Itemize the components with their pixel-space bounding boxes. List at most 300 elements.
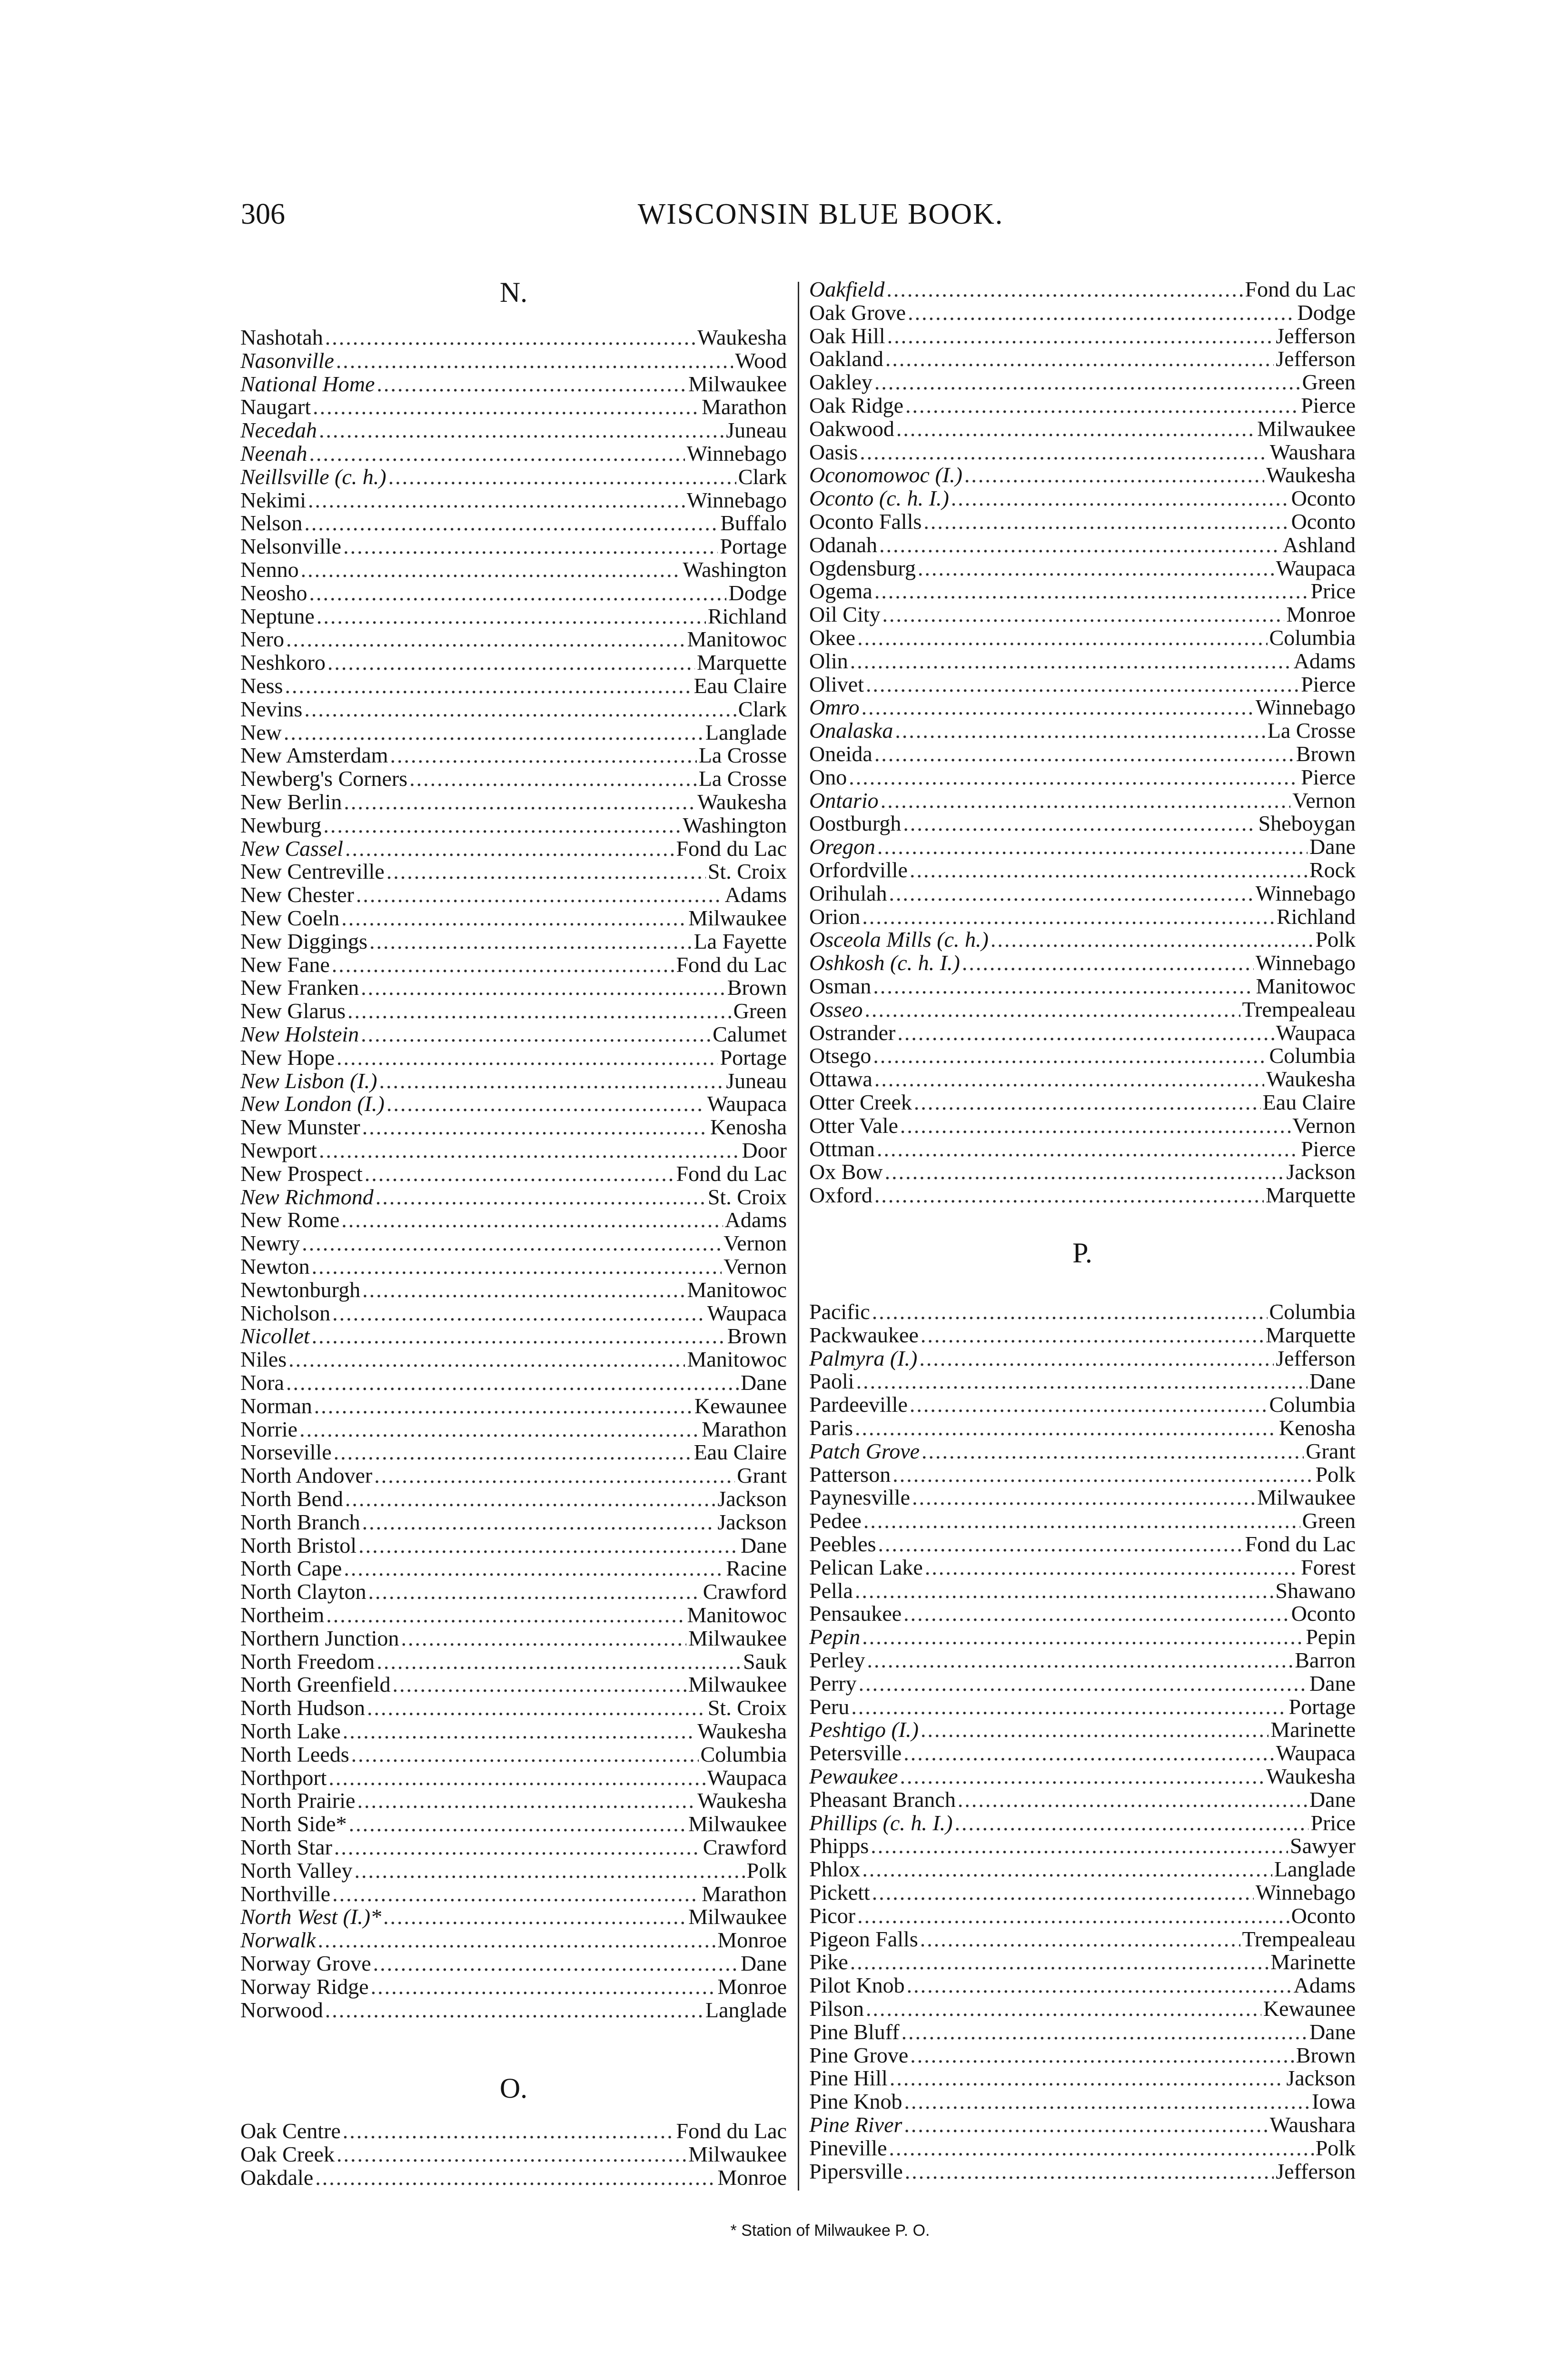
place-name: Ottawa (809, 1067, 872, 1091)
dot-leader (892, 1463, 1313, 1487)
dot-leader (343, 1720, 695, 1743)
section-heading: N. (499, 277, 528, 308)
footnote: * Station of Milwaukee P. O. (730, 2221, 930, 2240)
gazetteer-entry (240, 1696, 787, 1720)
county-name: Waukesha (1266, 1764, 1356, 1788)
gazetteer-entry (240, 1279, 787, 1302)
gazetteer-entry (809, 557, 1356, 580)
gazetteer-entry (809, 1928, 1356, 1951)
gazetteer-entry (240, 1441, 787, 1464)
gazetteer-entry (240, 1395, 787, 1418)
place-name: Patterson (809, 1462, 891, 1487)
dot-leader (304, 698, 736, 721)
place-name: Pine Grove (809, 2043, 909, 2067)
county-name: Waukesha (697, 325, 787, 349)
gazetteer-entry (809, 1951, 1356, 1974)
place-name: Northville (240, 1881, 331, 1906)
dot-leader (337, 2143, 686, 2166)
county-name: Fond du Lac (676, 1161, 787, 1186)
county-name: Adams (1293, 1973, 1356, 1998)
dot-leader (866, 1997, 1261, 2021)
county-name: Green (1302, 370, 1356, 395)
place-name: North Valley (240, 1858, 353, 1883)
county-name: Milwaukee (1257, 1485, 1356, 1510)
county-name: Trempealeau (1242, 1926, 1356, 1951)
dot-leader (902, 2021, 1308, 2044)
gazetteer-entry (809, 510, 1356, 534)
dot-leader (309, 442, 685, 466)
gazetteer-entry (240, 349, 787, 373)
dot-leader (964, 464, 1264, 487)
county-name: Manitowoc (687, 627, 787, 652)
gazetteer-entry (809, 580, 1356, 603)
county-name: Racine (726, 1556, 787, 1581)
gazetteer-entry (240, 466, 787, 489)
county-name: Dane (740, 1951, 787, 1975)
county-name: Waupaca (707, 1765, 787, 1790)
county-name: Jefferson (1276, 347, 1356, 371)
gazetteer-entry (809, 719, 1356, 743)
dot-leader (882, 603, 1285, 626)
place-name: Pine Hill (809, 2066, 888, 2091)
dot-leader (377, 373, 686, 396)
place-name: Neillsville (c. h.) (240, 464, 386, 489)
dot-leader (371, 1975, 716, 1999)
gazetteer-entry (240, 1139, 787, 1162)
county-name: Dane (1309, 2019, 1356, 2044)
place-name: Oak Centre (240, 2119, 341, 2143)
place-name: North Andover (240, 1463, 373, 1488)
dot-leader (325, 1999, 704, 2022)
gazetteer-entry (809, 1160, 1356, 1184)
county-name: Pierce (1301, 764, 1356, 789)
dot-leader (851, 1696, 1287, 1719)
gazetteer-entry (809, 371, 1356, 394)
dot-leader (921, 1324, 1264, 1347)
gazetteer-entry (809, 1440, 1356, 1463)
gazetteer-entry (240, 1999, 787, 2022)
dot-leader (887, 325, 1274, 348)
place-name: Newburg (240, 813, 322, 837)
dot-leader (341, 907, 686, 930)
county-name: Adams (1293, 648, 1356, 673)
place-name: Niles (240, 1347, 287, 1372)
place-name: Newton (240, 1254, 310, 1279)
place-name: Perry (809, 1671, 857, 1696)
dot-leader (862, 1626, 1304, 1649)
place-name: North Branch (240, 1509, 360, 1534)
place-name: Oakdale (240, 2165, 314, 2190)
place-name: Pilot Knob (809, 1973, 905, 1998)
county-name: Polk (746, 1858, 787, 1883)
county-name: Waupaca (1276, 1741, 1356, 1765)
gazetteer-entry (240, 1557, 787, 1580)
gazetteer-entry (240, 605, 787, 628)
dot-leader (367, 1696, 706, 1720)
county-name: Green (1302, 1508, 1356, 1533)
page-number: 306 (241, 198, 285, 230)
place-name: Odanah (809, 532, 878, 557)
county-name: Pierce (1301, 672, 1356, 696)
place-name: Oshkosh (c. h. I.) (809, 951, 960, 975)
county-name: Jackson (717, 1487, 787, 1511)
dot-leader (336, 349, 733, 373)
dot-leader (859, 1672, 1308, 1696)
dot-leader (877, 835, 1308, 859)
gazetteer-entry (809, 1904, 1356, 1928)
gazetteer-entry (809, 1997, 1356, 2021)
gazetteer-entry (240, 1789, 787, 1813)
gazetteer-entry (240, 930, 787, 953)
gazetteer-entry (240, 1302, 787, 1325)
place-name: New Chester (240, 883, 354, 907)
dot-leader (301, 558, 681, 582)
dot-leader (918, 557, 1274, 580)
gazetteer-entry (240, 1766, 787, 1790)
county-name: Sheboygan (1258, 811, 1356, 836)
dot-leader (874, 371, 1300, 394)
county-name: Waukesha (697, 790, 787, 814)
dot-leader (873, 975, 1254, 998)
gazetteer-entry (240, 628, 787, 651)
county-name: Fond du Lac (1245, 277, 1356, 301)
gazetteer-entry (240, 2166, 787, 2190)
dot-leader (332, 1302, 705, 1325)
dot-leader (309, 582, 727, 605)
dot-leader (872, 1300, 1268, 1324)
dot-leader (393, 1673, 687, 1696)
dot-leader (317, 1929, 715, 1952)
gazetteer-entry (809, 743, 1356, 766)
place-name: Omro (809, 695, 860, 720)
dot-leader (286, 628, 685, 651)
dot-leader (308, 489, 685, 512)
gazetteer-entry (240, 1488, 787, 1511)
gazetteer-entry (809, 2067, 1356, 2090)
gazetteer-entry (240, 1046, 787, 1070)
place-name: Orfordville (809, 858, 908, 882)
place-name: Oakley (809, 370, 872, 395)
county-name: Dane (1309, 834, 1356, 859)
county-name: Washington (683, 557, 787, 582)
gazetteer-entry (240, 582, 787, 605)
dot-leader (325, 326, 695, 349)
place-name: New Lisbon (I.) (240, 1068, 377, 1093)
gazetteer-entry (809, 1556, 1356, 1579)
dot-leader (361, 1023, 711, 1046)
gazetteer-entry (809, 1696, 1356, 1719)
place-name: Okee (809, 625, 856, 650)
dot-leader (867, 1649, 1293, 1672)
county-name: Barron (1295, 1648, 1356, 1672)
dot-leader (900, 1114, 1290, 1138)
dot-leader (369, 930, 692, 953)
county-name: Rock (1309, 858, 1356, 882)
place-name: North Freedom (240, 1649, 375, 1674)
place-name: Ottman (809, 1136, 875, 1161)
gazetteer-entry (240, 953, 787, 977)
gazetteer-entry (809, 1091, 1356, 1114)
gazetteer-entry (809, 1881, 1356, 1904)
dot-leader (920, 1928, 1240, 1951)
county-name: Jefferson (1276, 2159, 1356, 2183)
county-name: Eau Claire (1262, 1090, 1356, 1114)
county-name: Monroe (717, 1928, 787, 1953)
dot-leader (872, 1881, 1254, 1904)
place-name: Paynesville (809, 1485, 911, 1510)
gazetteer-entry (809, 1602, 1356, 1626)
county-name: Dane (740, 1370, 787, 1395)
gazetteer-entry (240, 1836, 787, 1859)
place-name: Newport (240, 1138, 317, 1162)
county-name: Langlade (705, 720, 787, 744)
dot-leader (855, 1417, 1277, 1440)
place-name: North Side* (240, 1812, 347, 1836)
county-name: Waukesha (697, 1719, 787, 1743)
county-name: Milwaukee (688, 1626, 787, 1650)
county-name: Shawano (1275, 1578, 1356, 1603)
county-name: Brown (1296, 742, 1356, 766)
gazetteer-entry (240, 1255, 787, 1279)
gazetteer-entry (240, 674, 787, 698)
place-name: New Richmond (240, 1184, 374, 1209)
gazetteer-entry (809, 1533, 1356, 1556)
dot-leader (886, 278, 1243, 301)
gazetteer-entry (240, 512, 787, 535)
place-name: Northern Junction (240, 1626, 399, 1650)
gazetteer-entry (809, 1486, 1356, 1509)
dot-leader (914, 1091, 1261, 1114)
place-name: Packwaukee (809, 1322, 919, 1347)
dot-leader (907, 1974, 1292, 1997)
dot-leader (921, 1718, 1269, 1742)
dot-leader (362, 1116, 708, 1139)
gazetteer-entry (809, 2137, 1356, 2160)
county-name: Columbia (700, 1742, 787, 1766)
place-name: Pheasant Branch (809, 1787, 956, 1812)
gazetteer-entry (240, 1905, 787, 1929)
place-name: Pine Knob (809, 2089, 902, 2114)
county-name: Door (742, 1138, 787, 1162)
dot-leader (383, 1905, 686, 1929)
dot-leader (373, 1952, 739, 1975)
place-name: North Lake (240, 1719, 341, 1743)
county-name: Dane (740, 1533, 787, 1557)
gazetteer-entry (240, 860, 787, 883)
dot-leader (905, 394, 1299, 417)
county-name: Pierce (1301, 393, 1356, 417)
dot-leader (864, 998, 1240, 1021)
dot-leader (955, 1812, 1309, 1835)
place-name: North Greenfield (240, 1672, 391, 1697)
place-name: Picor (809, 1903, 856, 1928)
dot-leader (951, 487, 1289, 510)
place-name: Perley (809, 1648, 865, 1672)
dot-leader (332, 953, 674, 977)
place-name: Nicollet (240, 1324, 310, 1349)
dot-leader (877, 1138, 1299, 1161)
gazetteer-entry (809, 789, 1356, 813)
dot-leader (337, 1046, 718, 1070)
gazetteer-entry (809, 394, 1356, 417)
county-name: Price (1310, 1810, 1356, 1835)
dot-leader (849, 766, 1299, 789)
place-name: Oakland (809, 347, 883, 371)
gazetteer-entry (240, 1162, 787, 1186)
dot-leader (862, 1858, 1272, 1881)
place-name: Peru (809, 1694, 850, 1719)
place-name: Nenno (240, 557, 299, 582)
place-name: Pelican Lake (809, 1555, 923, 1579)
gazetteer-entry (240, 1070, 787, 1093)
dot-leader (344, 1557, 724, 1580)
gazetteer-entry (809, 812, 1356, 835)
place-name: Otter Vale (809, 1113, 898, 1138)
dot-leader (850, 1951, 1269, 1974)
place-name: Osceola Mills (c. h.) (809, 927, 989, 952)
county-name: Oconto (1291, 509, 1356, 534)
dot-leader (878, 1533, 1243, 1556)
dot-leader (889, 882, 1254, 905)
gazetteer-entry (809, 2090, 1356, 2113)
place-name: Neshkoro (240, 650, 326, 675)
place-name: Pacific (809, 1299, 870, 1324)
county-name: Polk (1315, 1462, 1356, 1487)
county-name: Pierce (1301, 1136, 1356, 1161)
place-name: Norway Grove (240, 1951, 371, 1975)
county-name: Grant (1306, 1438, 1356, 1463)
county-name: Vernon (1292, 1113, 1356, 1138)
gazetteer-entry (240, 1116, 787, 1139)
gazetteer-entry (240, 1325, 787, 1348)
county-name: Vernon (723, 1231, 787, 1256)
gazetteer-entry (809, 1626, 1356, 1649)
county-name: Eau Claire (694, 1440, 787, 1465)
place-name: New Fane (240, 952, 330, 977)
dot-leader (881, 789, 1290, 813)
dot-leader (361, 976, 725, 1000)
gazetteer-entry (809, 766, 1356, 789)
place-name: Oregon (809, 834, 875, 859)
place-name: Pilson (809, 1996, 864, 2021)
county-name: Waushara (1269, 2112, 1356, 2137)
county-name: Juneau (726, 418, 787, 443)
dot-leader (958, 1788, 1308, 1812)
county-name: Winnebago (1255, 1880, 1356, 1904)
gazetteer-entry (240, 883, 787, 907)
place-name: Nelson (240, 511, 303, 536)
county-name: Marathon (702, 395, 787, 419)
place-name: New Coeln (240, 906, 340, 930)
county-name: Adams (724, 883, 787, 907)
gazetteer-entry (809, 859, 1356, 882)
gazetteer-entry (240, 396, 787, 419)
dot-leader (362, 1279, 685, 1302)
county-name: Kewaunee (1263, 1996, 1356, 2021)
dot-leader (343, 535, 718, 558)
gazetteer-entry (240, 698, 787, 721)
gazetteer-entry (809, 1021, 1356, 1045)
county-name: Dodge (728, 580, 787, 605)
dot-leader (351, 1743, 699, 1766)
gazetteer-entry (240, 1371, 787, 1395)
gazetteer-entry (809, 673, 1356, 696)
place-name: Naugart (240, 395, 311, 419)
dot-leader (285, 674, 692, 698)
gazetteer-entry (809, 2113, 1356, 2137)
county-name: Vernon (723, 1254, 787, 1279)
county-name: Columbia (1269, 1043, 1356, 1068)
county-name: Kewaunee (694, 1393, 787, 1418)
place-name: Otter Creek (809, 1090, 912, 1114)
place-name: Ogdensburg (809, 555, 916, 580)
county-name: Waupaca (707, 1091, 787, 1116)
dot-leader (386, 1092, 705, 1116)
dot-leader (349, 1813, 686, 1836)
place-name: Oakwood (809, 416, 894, 441)
county-name: Marathon (702, 1881, 787, 1906)
county-name: Monroe (1286, 602, 1356, 627)
dot-leader (317, 605, 706, 628)
place-name: New London (I.) (240, 1091, 385, 1116)
place-name: Nicholson (240, 1300, 331, 1325)
place-name: Oasis (809, 439, 858, 464)
county-name: Manitowoc (687, 1277, 787, 1302)
place-name: Pedee (809, 1508, 862, 1533)
dot-leader (355, 1859, 745, 1883)
gazetteer-entry (809, 2021, 1356, 2044)
county-name: La Crosse (1267, 718, 1356, 743)
gazetteer-entry (809, 1579, 1356, 1603)
gazetteer-entry (809, 1742, 1356, 1765)
gazetteer-entry (240, 373, 787, 396)
county-name: Fond du Lac (1245, 1532, 1356, 1556)
place-name: Ono (809, 764, 847, 789)
place-name: Nelsonville (240, 534, 342, 559)
dot-leader (885, 1160, 1285, 1184)
dot-leader (905, 2160, 1274, 2183)
dot-leader (358, 1534, 739, 1557)
dot-leader (873, 1044, 1267, 1068)
dot-leader (313, 396, 700, 419)
county-name: Oconto (1291, 486, 1356, 511)
county-name: Buffalo (720, 511, 787, 536)
dot-leader (315, 2166, 715, 2190)
gazetteer-entry (240, 489, 787, 512)
dot-leader (910, 859, 1308, 882)
place-name: Pine River (809, 2112, 902, 2137)
county-name: Columbia (1269, 625, 1356, 650)
county-name: Langlade (705, 1997, 787, 2022)
county-name: Marquette (1265, 1322, 1356, 1347)
gazetteer-entry (809, 1068, 1356, 1091)
gazetteer-entry (240, 1743, 787, 1766)
dot-leader (328, 1766, 705, 1790)
place-name: Northeim (240, 1603, 325, 1627)
county-name: Jackson (1286, 2066, 1356, 2091)
gazetteer-entry (809, 975, 1356, 998)
place-name: Osman (809, 974, 872, 998)
gazetteer-entry (240, 2143, 787, 2166)
place-name: Nevins (240, 696, 303, 721)
dot-leader (286, 1371, 739, 1395)
county-name: La Crosse (698, 743, 787, 768)
county-name: Waukesha (1266, 1067, 1356, 1091)
county-name: Portage (720, 534, 787, 559)
place-name: Petersville (809, 1741, 902, 1765)
place-name: Norwood (240, 1997, 323, 2022)
gazetteer-entry (240, 814, 787, 837)
